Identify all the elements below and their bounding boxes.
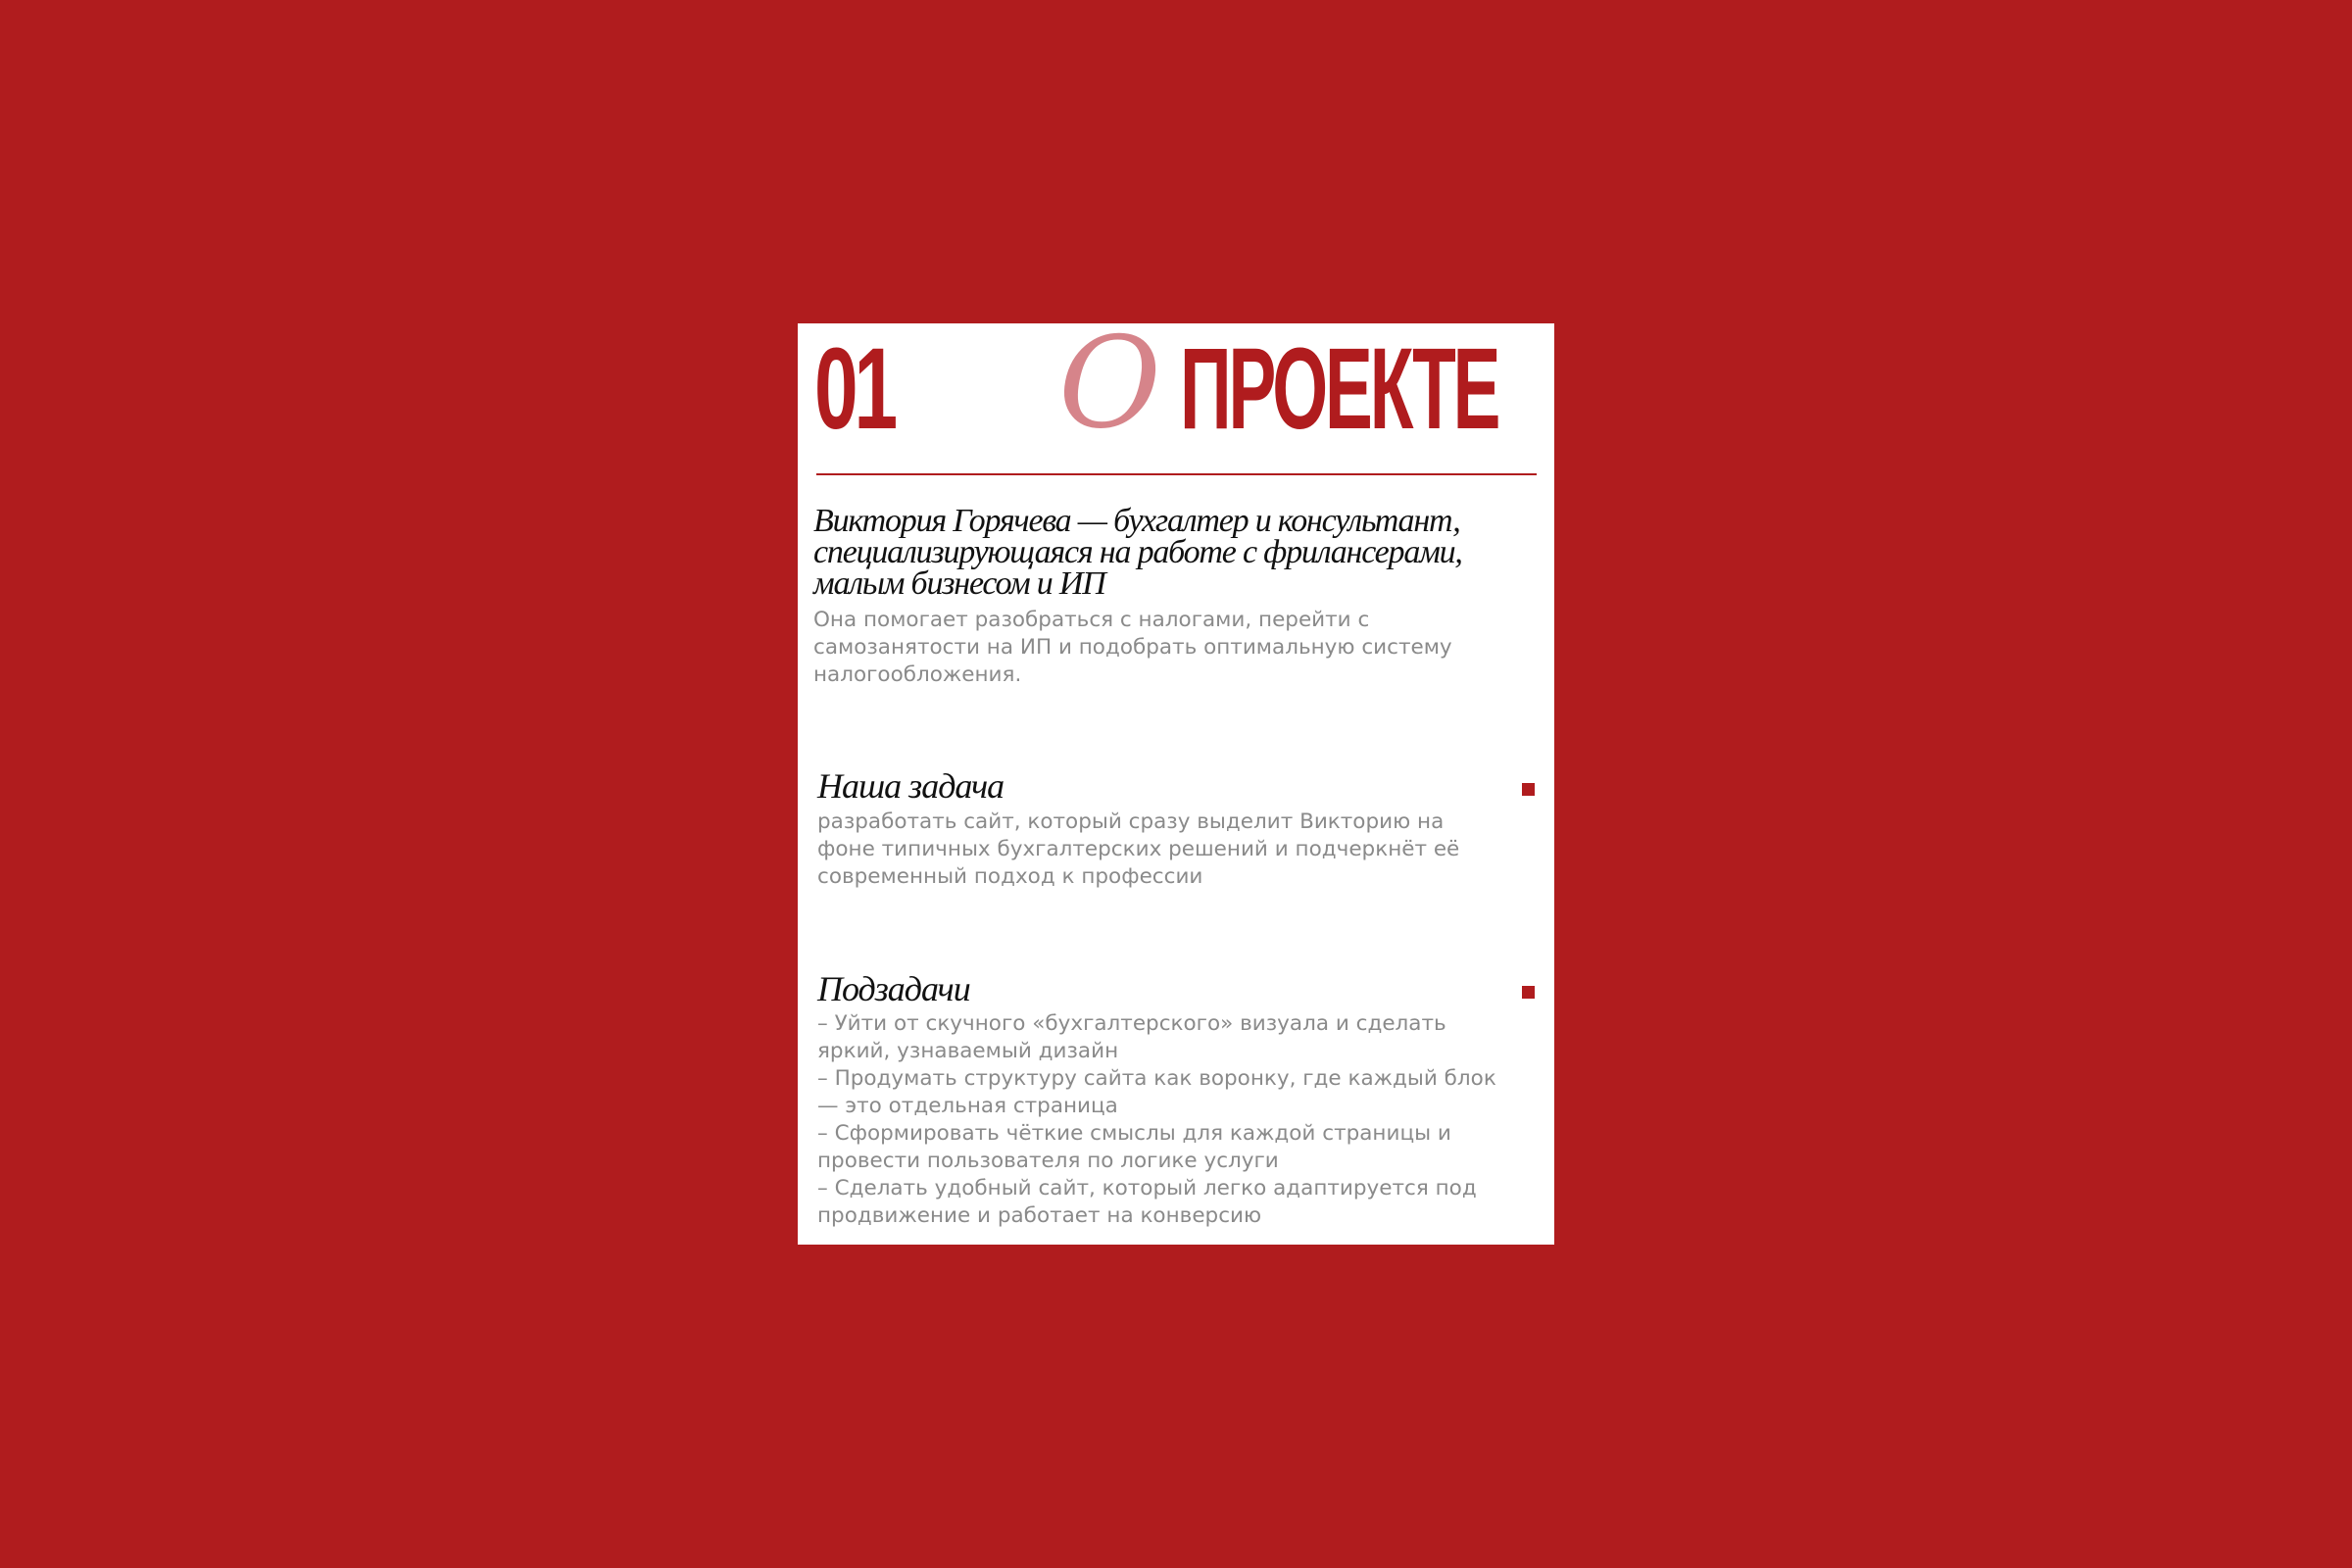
project-card bbox=[798, 311, 1554, 1245]
intro-lead: Виктория Горячева — бухгалтер и консультант, специализирующаяся на работе с фрилансерами, малым бизнесом и ИП bbox=[813, 503, 1462, 602]
intro-body: Она помогает разобраться с налогами, перейти с самозанятости на ИП и подобрать оптимальную систему налогообложения. bbox=[813, 608, 1452, 687]
title-divider bbox=[816, 473, 1537, 475]
list-item: – Сформировать чёткие смыслы для каждой страницы и провести пользователя по логике услуги bbox=[817, 1121, 1451, 1173]
title-prefix: О bbox=[1058, 311, 1161, 457]
task-heading: Наша задача bbox=[817, 766, 1004, 806]
subtasks-list bbox=[817, 1010, 1523, 1230]
list-item: – Сделать удобный сайт, который легко адаптируется под продвижение и работает на конверсию bbox=[817, 1176, 1477, 1228]
page-title: ПРОЕКТЕ bbox=[1180, 324, 1498, 454]
square-marker-icon bbox=[1522, 783, 1535, 796]
section-number: 01 bbox=[814, 324, 895, 454]
square-marker-icon bbox=[1522, 986, 1535, 999]
subtasks-heading: Подзадачи bbox=[817, 969, 970, 1008]
task-body: разработать сайт, который сразу выделит Викторию на фоне типичных бухгалтерских решений и подчеркнёт её современный подход к профессии bbox=[817, 809, 1460, 889]
list-item: – Уйти от скучного «бухгалтерского» визуала и сделать яркий, узнаваемый дизайн bbox=[817, 1011, 1446, 1063]
list-item: – Продумать структуру сайта как воронку, где каждый блок — это отдельная страница bbox=[817, 1066, 1496, 1118]
